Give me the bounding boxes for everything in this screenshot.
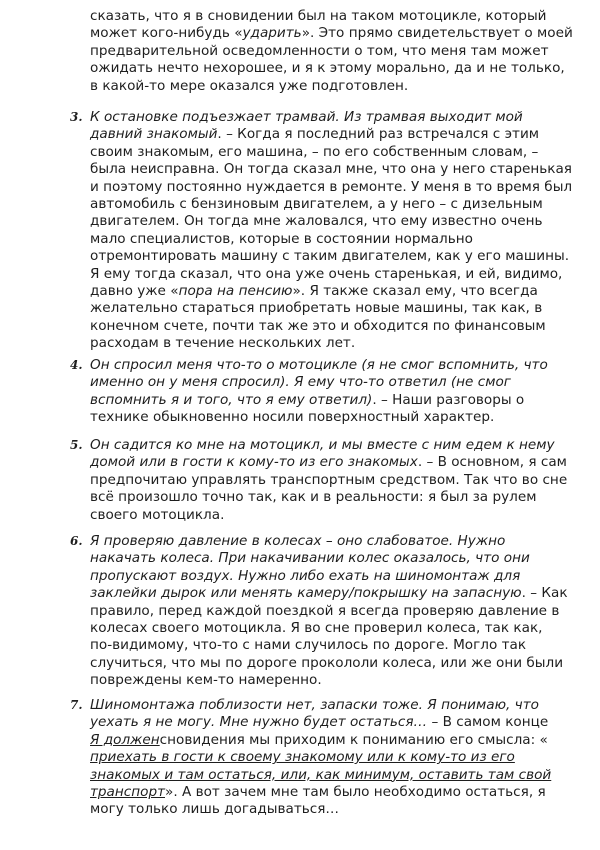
emphasis-text: Он спросил меня что-то о мотоцикле (я не смог вспомнить, что — [90, 357, 548, 373]
emphasis-text: вспомнить я и того, что я ему ответил) — [90, 391, 373, 408]
item-4-paragraph — [90, 357, 578, 427]
text-line — [90, 672, 578, 689]
text-line — [90, 60, 578, 77]
emphasis-text: уехать я не могу. Мне нужно будет остаться… — [90, 714, 428, 731]
body-text: в какой-то мере оказался уже подготовлен. — [90, 77, 409, 94]
emphasis-text: Я проверяю давление в колесах – оно слабоватое. Нужно — [90, 533, 506, 549]
item-number-3: 3. — [70, 110, 83, 124]
emphasis-text: пропускают воздух. Нужно либо ехать на шиномонтаж для — [90, 567, 521, 584]
text-line — [90, 126, 578, 143]
body-text: технике обыкновенно носили поверхностный характер. — [90, 409, 495, 426]
underlined-emphasis: Я должен — [90, 731, 160, 748]
text-line — [90, 392, 578, 409]
body-text: ». Я также сказал ему, что всегда — [292, 283, 538, 300]
emphasis-text: домой или в гости к кому-то из его знакомых — [90, 454, 418, 471]
emphasis-text: Он садится ко мне на мотоцикл, и мы вместе с ним едем к нему — [90, 437, 555, 453]
text-line — [90, 784, 578, 801]
text-line — [90, 231, 578, 248]
body-text: мало специалистов, которые в состоянии нормально — [90, 230, 473, 247]
text-line — [90, 25, 578, 42]
body-text: Я ему тогда сказал, что она уже очень старенькая, и ей, видимо, — [90, 265, 563, 282]
text-line — [90, 603, 578, 620]
body-text: своего мотоцикла. — [90, 506, 225, 523]
body-text: ». А вот зачем мне там было необходимо остаться, я — [165, 784, 546, 801]
text-line — [90, 801, 578, 818]
body-text: сновидения мы приходим к пониманию его смысла: « — [159, 731, 548, 748]
item-7-paragraph — [90, 697, 578, 819]
body-text: . – В основном, я сам — [417, 454, 567, 471]
text-line — [90, 697, 578, 714]
text-line — [90, 489, 578, 506]
body-text: двигателем. Он тогда мне жаловался, что ему известно очень — [90, 213, 543, 230]
body-text: была неисправна. Он тогда сказал мне, что она у него старенькая — [90, 161, 572, 178]
intro-paragraph — [90, 8, 578, 95]
body-text: всё произошло точно так, как и в реальности: я был за рулем — [90, 489, 537, 506]
body-text: могу только лишь догадываться… — [90, 801, 339, 818]
text-line — [90, 409, 578, 426]
text-line — [90, 749, 578, 766]
text-line — [90, 213, 578, 230]
text-line — [90, 109, 578, 126]
text-line — [90, 248, 578, 265]
text-line — [90, 472, 578, 489]
emphasis-text: накачать колеса. При накачивании колес оказалось, что они — [90, 550, 530, 567]
body-text: по-видимому, что-то с нами случилось по дороге. Могло так — [90, 637, 527, 654]
emphasis-text: ударить — [242, 25, 302, 42]
text-line — [90, 144, 578, 161]
emphasis-text: заклейки дырок или менять камеру/покрышку на запасную — [90, 585, 522, 602]
text-line — [90, 767, 578, 784]
item-number-7: 7. — [70, 698, 83, 712]
body-text: автомобиль с бензиновым двигателем, а у него – с дизельным — [90, 196, 543, 213]
text-line — [90, 266, 578, 283]
body-text: своим знакомым, его машина, – по его собственным словам, – — [90, 143, 539, 160]
text-line — [90, 357, 578, 374]
text-line — [90, 161, 578, 178]
item-3-paragraph — [90, 109, 578, 353]
body-text: . – Наши разговоры о — [372, 391, 525, 408]
underlined-emphasis: приехать в гости к своему знакомому или к кому-то из его — [90, 749, 515, 766]
item-6-paragraph — [90, 533, 578, 690]
text-line — [90, 196, 578, 213]
text-line — [90, 620, 578, 637]
body-text: колесах своего мотоцикла. Я во сне проверил колеса, так как, — [90, 620, 543, 637]
body-text: отремонтировать машину с таким двигателем, как у его машины. — [90, 248, 570, 265]
text-line — [90, 335, 578, 352]
body-text: ожидать нечто нехорошее, и я к этому морально, да и не только, — [90, 60, 565, 77]
text-line — [90, 732, 578, 749]
item-number-4: 4. — [70, 358, 83, 372]
text-line — [90, 283, 578, 300]
text-line — [90, 655, 578, 672]
body-text: желательно стараться приобретать новые машины, так как, в — [90, 300, 543, 317]
underlined-emphasis: знакомых и там остаться, или, как минимум, оставить там свой — [90, 766, 552, 783]
body-text: правило, перед каждой поездкой я всегда проверяю давление в — [90, 602, 560, 619]
emphasis-text: пора на пенсию — [178, 283, 293, 300]
emphasis-text: К остановке подъезжает трамвай. Из трамвая выходит мой — [90, 109, 523, 125]
text-line — [90, 179, 578, 196]
underlined-emphasis: транспорт — [90, 784, 165, 801]
body-text: . – Когда я последний раз встречался с этим — [217, 126, 540, 143]
text-line — [90, 454, 578, 471]
text-line — [90, 8, 578, 25]
item-5-paragraph — [90, 437, 578, 524]
body-text: расходам в течение нескольких лет. — [90, 335, 356, 352]
body-text: – В самом конце — [427, 714, 549, 731]
body-text: сказать, что я в сновидении был на таком мотоцикле, который — [90, 8, 547, 24]
body-text: предпочитаю управлять транспортным средством. Так что во сне — [90, 471, 568, 488]
body-text: предварительной осведомленности о том, что меня там может — [90, 42, 549, 59]
text-line — [90, 714, 578, 731]
text-line — [90, 43, 578, 60]
text-line — [90, 437, 578, 454]
text-line — [90, 78, 578, 95]
text-line — [90, 637, 578, 654]
text-line — [90, 568, 578, 585]
emphasis-text: Шиномонтажа поблизости нет, запаски тоже. Я понимаю, что — [90, 697, 539, 713]
body-text: ». Это прямо свидетельствует о моей — [301, 25, 573, 42]
emphasis-text: именно он у меня спросил). Я ему что-то ответил (не смог — [90, 374, 511, 391]
text-line — [90, 585, 578, 602]
item-number-6: 6. — [70, 534, 83, 548]
body-text: повреждены кем-то намеренно. — [90, 672, 322, 689]
text-line — [90, 374, 578, 391]
text-line — [90, 300, 578, 317]
body-text: . – Как — [521, 585, 568, 602]
body-text: конечном счете, почти так же это и обходится по финансовым — [90, 317, 546, 334]
text-line — [90, 318, 578, 335]
emphasis-text: давний знакомый — [90, 126, 218, 143]
body-text: и поэтому постоянно нуждается в ремонте. У меня в то время был — [90, 178, 573, 195]
body-text: может кого-нибудь « — [90, 25, 243, 42]
body-text: случиться, что мы по дороге прокололи колеса, или же они были — [90, 654, 564, 671]
text-line — [90, 507, 578, 524]
item-number-5: 5. — [70, 438, 83, 452]
text-line — [90, 550, 578, 567]
text-line — [90, 533, 578, 550]
body-text: давно уже « — [90, 283, 179, 300]
